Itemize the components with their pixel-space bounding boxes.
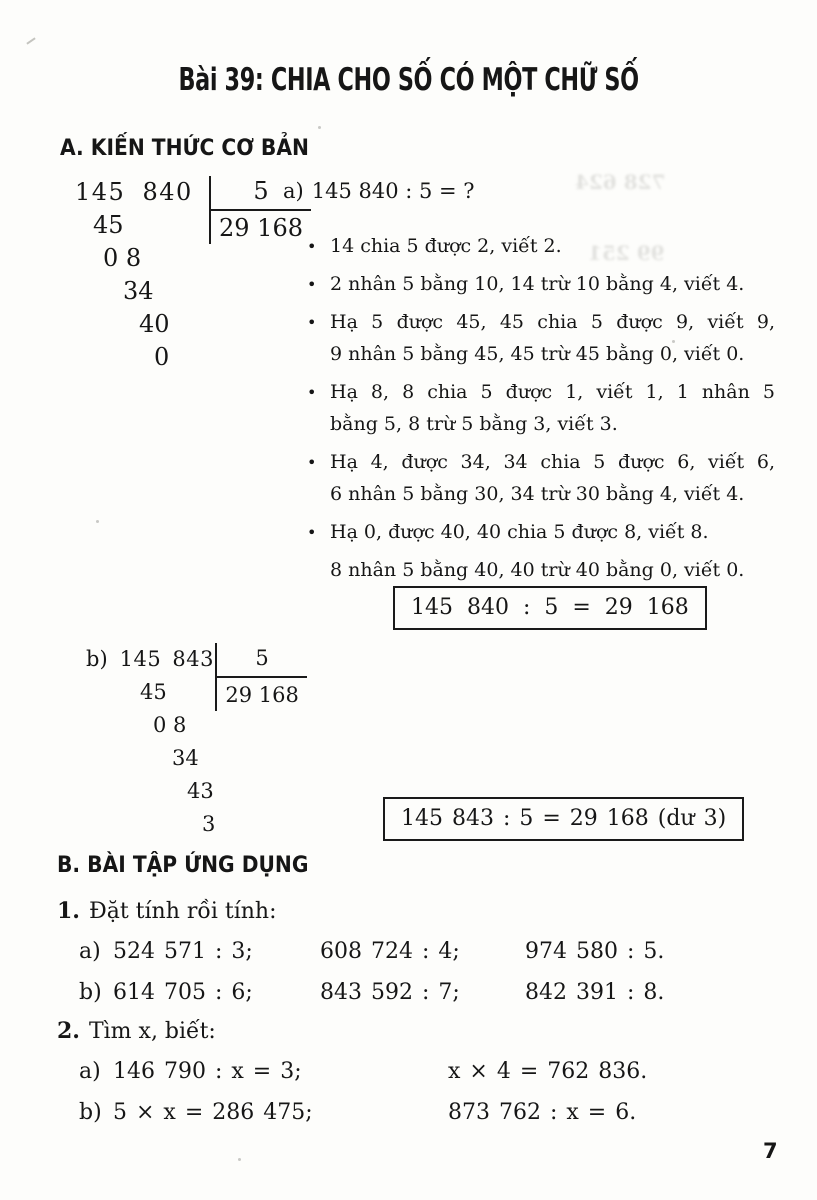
exercise-number: 2. (57, 1018, 80, 1044)
scan-corner-mark (26, 37, 35, 44)
bullet-marker: • (307, 453, 317, 472)
exercise-item: 614 705 : 6; (113, 980, 253, 1005)
explanation-step (283, 230, 775, 262)
division-work-row: 45 (93, 211, 124, 239)
exercise-item: 5 × x = 286 475; (113, 1100, 313, 1125)
step-line: 2 nhân 5 bằng 10, 14 trừ 10 bằng 4, viết 4. (330, 273, 745, 295)
explanation-column (283, 176, 775, 592)
divisor: 5 (211, 176, 311, 211)
exercise-prompt-text: Tìm x, biết: (88, 1019, 216, 1044)
scan-speck (238, 1158, 241, 1161)
division-work-row: 34 (172, 746, 199, 770)
exercise-row-label: a) (79, 1059, 101, 1084)
section-b-heading: B. BÀI TẬP ỨNG DỤNG (57, 853, 309, 878)
exercise-row (79, 979, 787, 1007)
exercise-item: 146 790 : x = 3; (113, 1059, 302, 1084)
division-work-row: 40 (139, 310, 170, 338)
division-right-column (215, 643, 306, 711)
bullet-marker: • (307, 237, 317, 256)
exercise-item: 873 762 : x = 6. (448, 1100, 637, 1125)
division-work-row: 0 8 (103, 244, 142, 272)
explanation-step (283, 516, 775, 548)
bleed-through-text: 99 251 (588, 241, 665, 265)
dividend: b) 145 843 (86, 647, 214, 671)
quotient: 29 168 (225, 683, 299, 707)
division-work-row: 0 (154, 343, 170, 371)
lesson-title-text: Bài 39: CHIA CHO SỐ CÓ MỘT CHỮ SỐ (178, 62, 639, 98)
exercise-prompt (57, 897, 787, 925)
problem-text: 145 840 : 5 = ? (311, 179, 475, 203)
exercise-row-label: b) (79, 980, 102, 1005)
problem-label: a) (283, 179, 304, 203)
bullet-marker: • (307, 275, 317, 294)
exercise-row (79, 1099, 787, 1127)
step-line: Hạ 0, được 40, 40 chia 5 được 8, viết 8. (330, 521, 709, 543)
exercise-row (79, 1058, 787, 1086)
exercise-item: 608 724 : 4; (320, 939, 460, 964)
exercise-item: 842 391 : 8. (525, 980, 665, 1005)
scan-speck (96, 520, 99, 523)
result-box-b: 145 843 : 5 = 29 168 (dư 3) (383, 797, 744, 841)
division-work-row: 45 (140, 680, 167, 704)
result-box-a: 145 840 : 5 = 29 168 (393, 586, 707, 630)
step-line: Hạ 5 được 45, 45 chia 5 được 9, viết 9, (330, 311, 775, 333)
exercise-2 (57, 1017, 787, 1127)
quotient: 29 168 (219, 214, 303, 242)
division-work-row: 34 (123, 277, 154, 305)
explanation-steps (283, 230, 775, 586)
bullet-marker: • (307, 383, 317, 402)
problem-statement (283, 176, 775, 210)
step-line: bằng 5, 8 trừ 5 bằng 3, viết 3. (330, 413, 618, 435)
bleed-through-text: 728 624 (575, 170, 666, 194)
long-division-a (75, 176, 311, 374)
exercise-prompt (57, 1017, 787, 1045)
exercise-number: 1. (57, 898, 80, 924)
explanation-step (283, 306, 775, 370)
exercise-row (79, 938, 787, 966)
exercise-item: 524 571 : 3; (113, 939, 253, 964)
step-line: 8 nhân 5 bằng 40, 40 trừ 40 bằng 0, viết 0. (330, 559, 745, 581)
explanation-step (283, 446, 775, 510)
step-line: Hạ 4, được 34, 34 chia 5 được 6, viết 6, (330, 451, 775, 473)
step-line: Hạ 8, 8 chia 5 được 1, viết 1, 1 nhân 5 (330, 381, 775, 403)
page-number: 7 (763, 1139, 778, 1163)
explanation-step (283, 376, 775, 440)
division-work-row: 0 8 (153, 713, 187, 737)
step-line: 6 nhân 5 bằng 30, 34 trừ 30 bằng 4, viết 4. (330, 483, 745, 505)
long-division-b (86, 643, 307, 841)
division-work-row: 3 (202, 812, 216, 836)
scan-speck (318, 126, 321, 129)
divisor: 5 (217, 643, 306, 678)
exercise-item: x × 4 = 762 836. (448, 1059, 648, 1084)
division-work-row: 43 (187, 779, 214, 803)
division-left-column (75, 176, 209, 374)
dividend: 145 840 (75, 178, 193, 206)
division-left-column (86, 643, 215, 841)
lesson-title (0, 62, 817, 98)
explanation-step (283, 268, 775, 300)
explanation-step (283, 554, 775, 586)
exercise-row-label: a) (79, 939, 101, 964)
exercise-row-label: b) (79, 1100, 102, 1125)
exercise-1 (57, 897, 787, 1007)
bullet-marker: • (307, 523, 317, 542)
section-a-heading: A. KIẾN THỨC CƠ BẢN (60, 136, 309, 161)
bullet-marker: • (307, 313, 317, 332)
exercise-item: 974 580 : 5. (525, 939, 665, 964)
step-line: 9 nhân 5 bằng 45, 45 trừ 45 bằng 0, viết 0. (330, 343, 745, 365)
step-line: 14 chia 5 được 2, viết 2. (330, 235, 562, 257)
division-label: b) (86, 647, 108, 671)
exercise-prompt-text: Đặt tính rồi tính: (88, 899, 277, 924)
exercise-item: 843 592 : 7; (320, 980, 460, 1005)
